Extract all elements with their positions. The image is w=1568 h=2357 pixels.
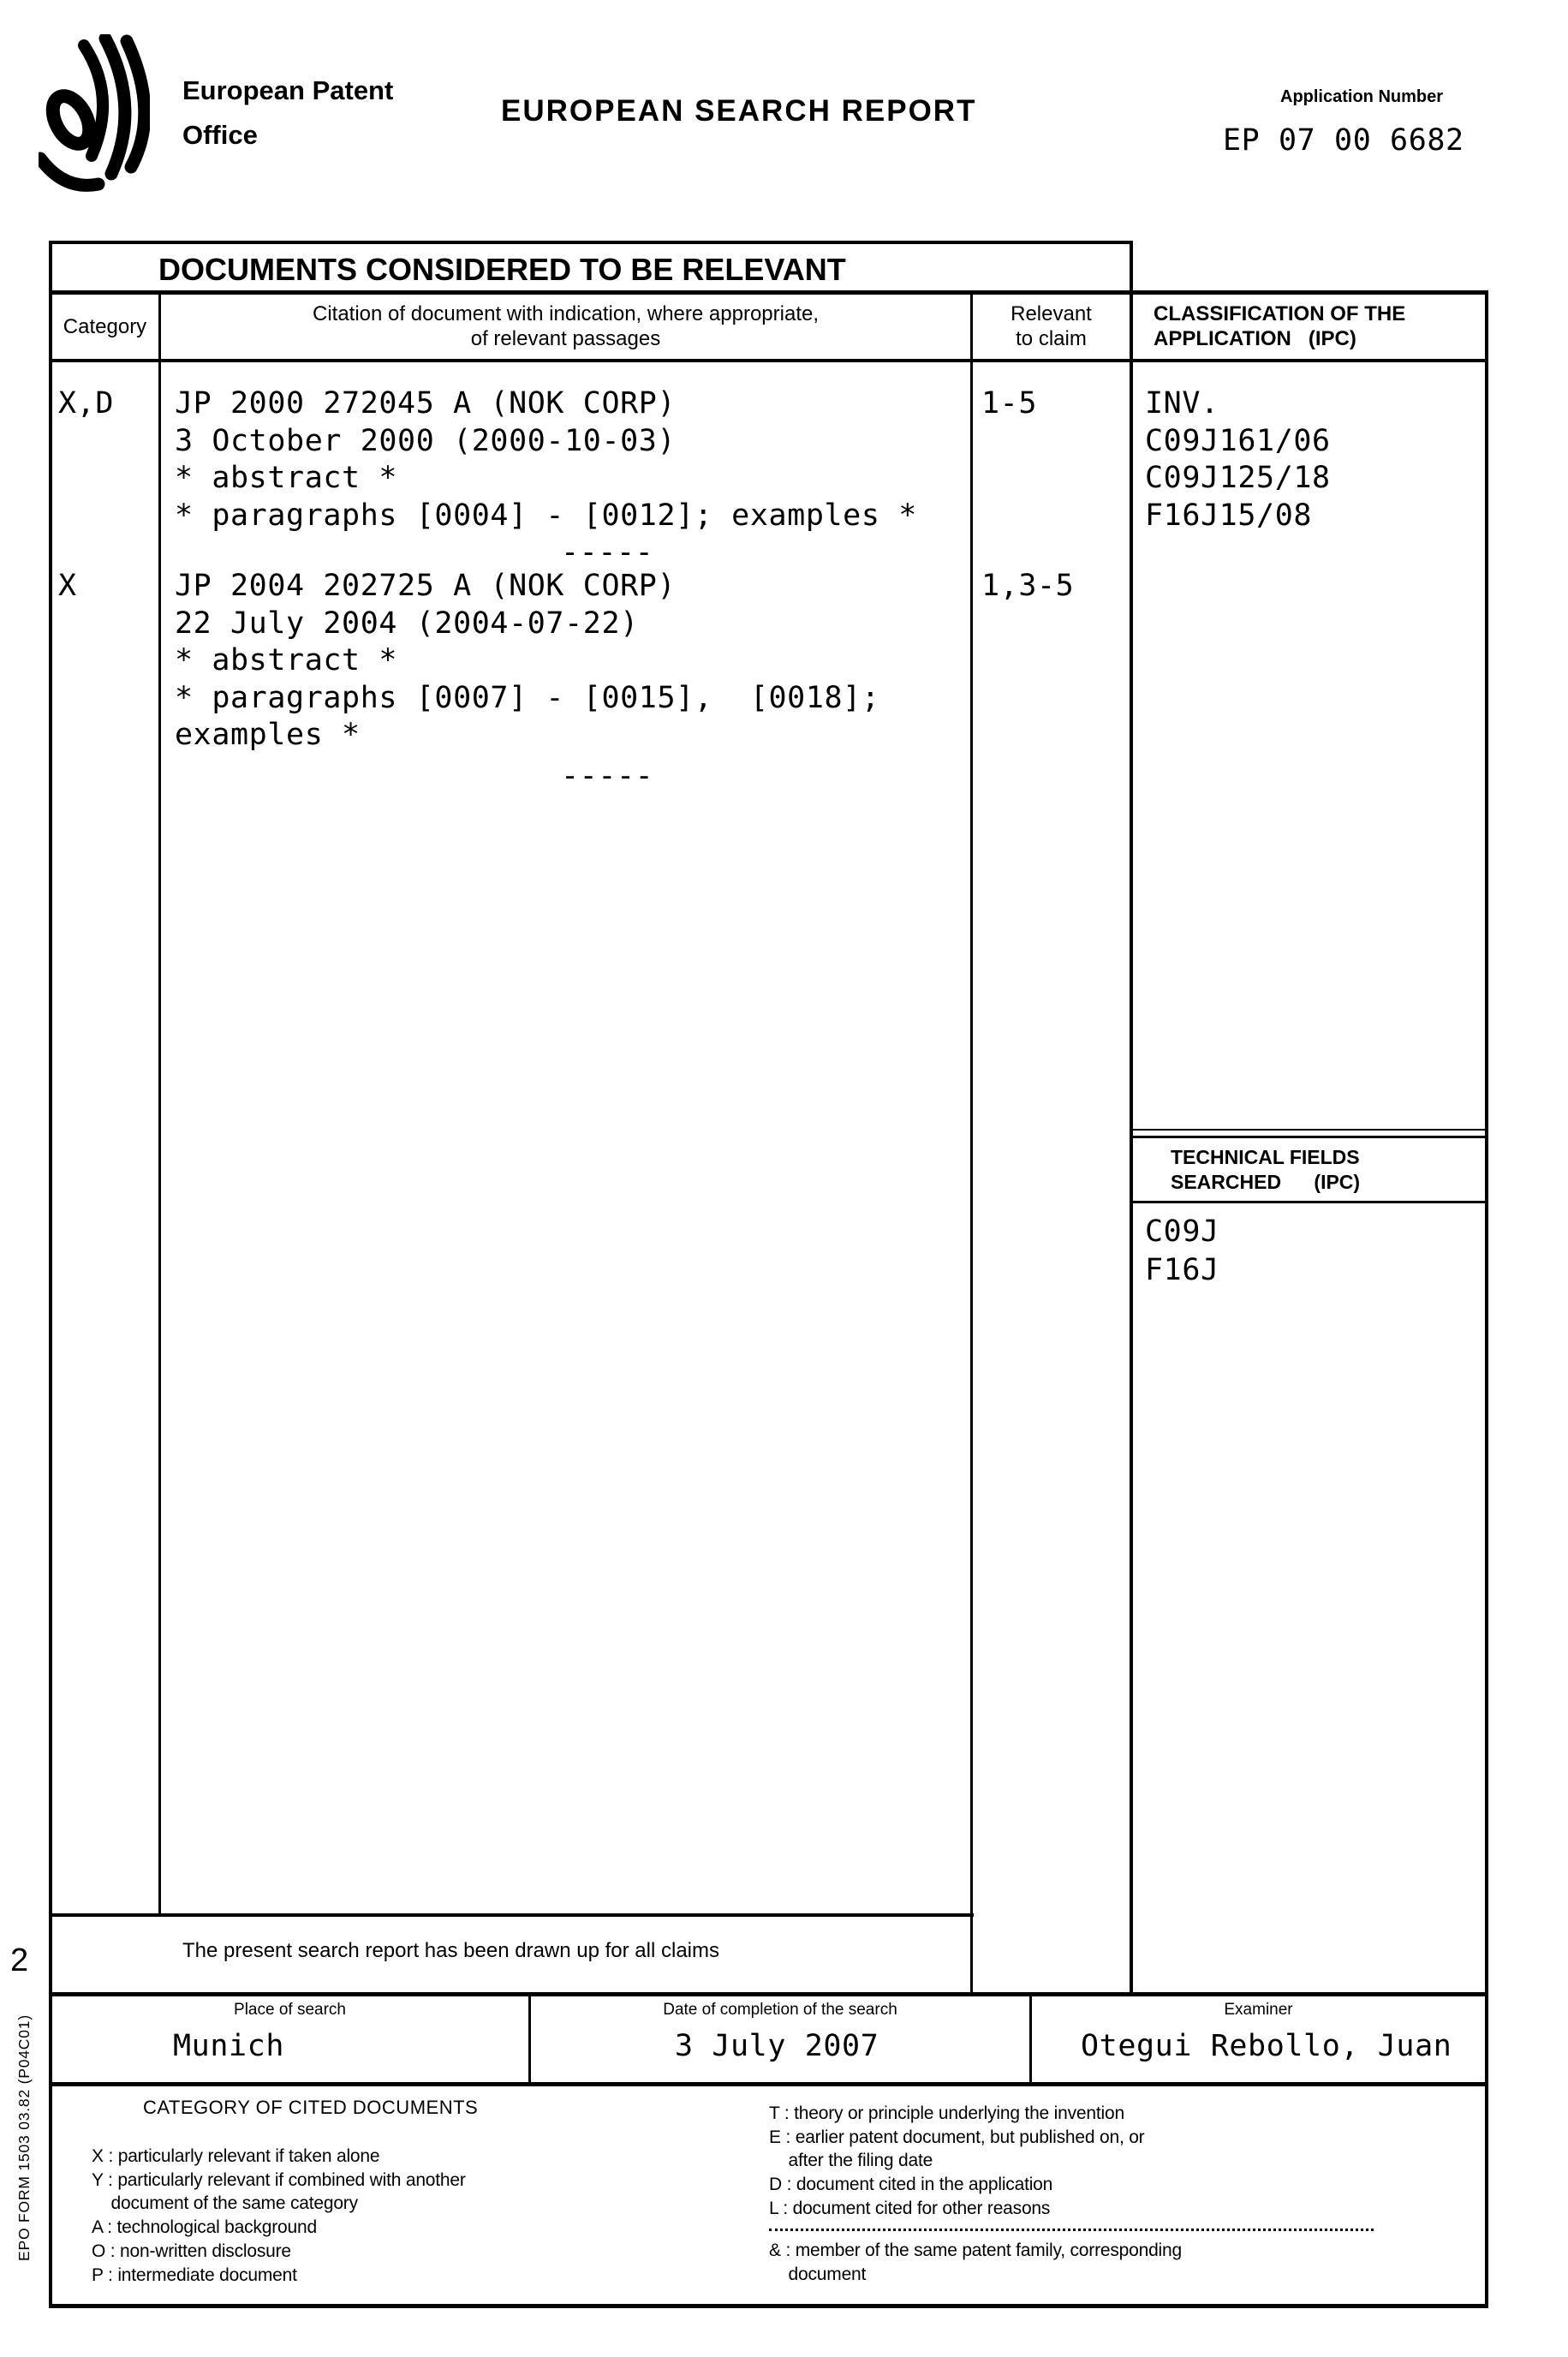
application-number-value: EP 07 00 6682 — [1223, 123, 1464, 158]
date-of-completion-label: Date of completion of the search — [663, 2001, 897, 2019]
row-relevant-claims: 1-5 — [981, 386, 1038, 421]
technical-fields-values: C09J F16J — [1145, 1214, 1219, 1287]
row-citation: JP 2004 202725 A (NOK CORP) 22 July 2004 (2004-07-22) * abstract * * paragraphs [0007] - [0015], [0018]; examples * — [175, 569, 880, 752]
row-citation: JP 2000 272045 A (NOK CORP) 3 October 2000 (2000-10-03) * abstract * * paragraphs [0004] - [0012]; examples * — [175, 386, 917, 533]
org-name-line2: Office — [182, 120, 258, 150]
legend-box-top-border — [49, 2082, 1488, 2086]
page-number: 2 — [10, 1942, 29, 1978]
org-name-line1: European Patent — [182, 75, 394, 105]
column-header-category: Category — [63, 314, 147, 338]
table-right-border — [1485, 290, 1488, 2308]
place-of-search-value: Munich — [173, 2029, 285, 2063]
row-separator: ----- — [561, 535, 654, 570]
legend-dotted-divider — [769, 2229, 1374, 2231]
form-code-vertical-text: EPO FORM 1503 03.82 (P04C01) — [15, 2014, 33, 2261]
relevant-column-divider — [1130, 241, 1133, 1996]
header-row-bottom-border — [49, 359, 1488, 362]
row-category: X,D — [58, 386, 115, 421]
table-section-title: DOCUMENTS CONSIDERED TO BE RELEVANT — [158, 252, 846, 287]
classification-values: INV. C09J161/06 C09J125/18 F16J15/08 — [1145, 386, 1331, 533]
technical-fields-label: TECHNICAL FIELDS SEARCHED (IPC) — [1171, 1146, 1361, 1193]
epo-logo-icon — [39, 34, 150, 193]
table-left-border — [49, 241, 52, 2308]
legend-left-items: X : particularly relevant if taken alone Y : particularly relevant if combined with another document of the same category A : technological background O : non-written disclosure P : intermediate document — [92, 2146, 466, 2285]
report-title: EUROPEAN SEARCH REPORT — [501, 94, 977, 128]
place-of-search-label: Place of search — [234, 2001, 346, 2019]
tech-fields-box-top — [1130, 1136, 1488, 1138]
category-column-divider — [158, 290, 161, 1917]
legend-box-bottom-border — [49, 2304, 1488, 2308]
examiner-value: Otegui Rebollo, Juan — [1081, 2029, 1452, 2063]
legend-right-items-top: T : theory or principle underlying the invention E : earlier patent document, but published on, or after the filing date D : document cited in the application L : document cited for other reasons — [769, 2103, 1145, 2218]
application-number-label: Application Number — [1280, 87, 1444, 106]
legend-right-items-bottom: & : member of the same patent family, corresponding document — [769, 2241, 1182, 2284]
search-info-row-top-border — [49, 1992, 1488, 1996]
row-separator: ----- — [561, 759, 654, 793]
legend-heading: CATEGORY OF CITED DOCUMENTS — [143, 2097, 479, 2118]
claims-box-top-border — [49, 1913, 974, 1917]
row-relevant-claims: 1,3-5 — [981, 569, 1075, 603]
citation-column-divider — [970, 290, 973, 1996]
date-of-completion-value: 3 July 2007 — [675, 2029, 879, 2063]
examiner-label: Examiner — [1224, 2001, 1293, 2019]
column-header-citation: Citation of document with indication, where appropriate, of relevant passages — [313, 302, 819, 350]
row-category: X — [58, 569, 77, 603]
column-header-relevant: Relevant to claim — [1011, 302, 1092, 350]
drawn-up-statement: The present search report has been drawn up for all claims — [182, 1939, 719, 1962]
tech-fields-upper-line — [1130, 1129, 1488, 1131]
tech-fields-box-bottom — [1130, 1201, 1488, 1203]
column-header-classification: CLASSIFICATION OF THE APPLICATION (IPC) — [1154, 302, 1406, 350]
table-top-border — [49, 241, 1130, 244]
